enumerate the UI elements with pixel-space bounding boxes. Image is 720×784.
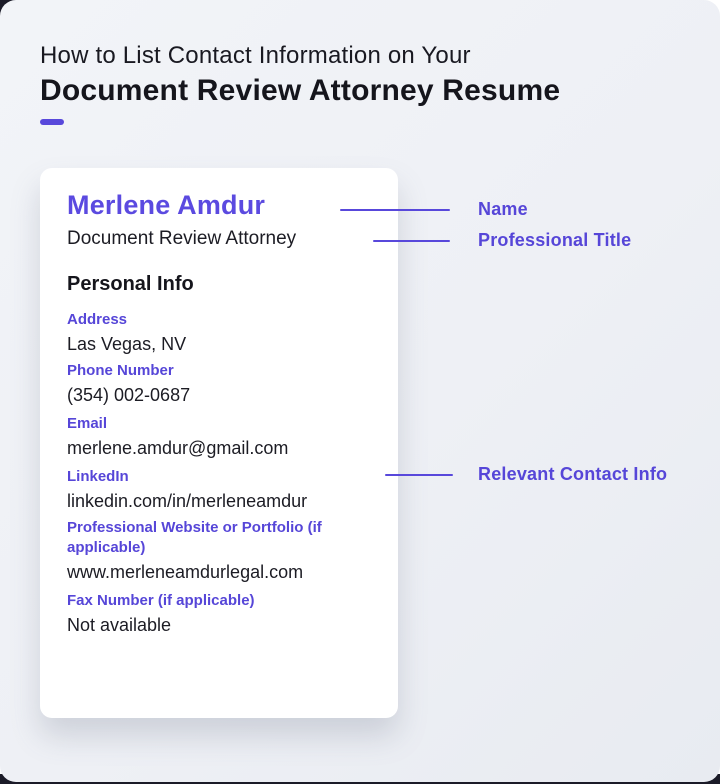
field-label: Professional Website or Portfolio (if applicable) (67, 519, 322, 556)
contact-field-website (67, 518, 373, 584)
field-value: merlene.amdur@gmail.com (67, 438, 289, 458)
contact-field-address (67, 310, 373, 356)
page-title-line1: How to List Contact Information on Your (40, 42, 471, 69)
candidate-name: Merlene Amdur (67, 190, 266, 220)
field-label: Phone Number (67, 362, 174, 379)
annotation-name: Name (478, 199, 528, 219)
annotation-professional-title: Professional Title (478, 230, 632, 250)
resume-card (40, 168, 398, 718)
personal-info-heading: Personal Info (67, 273, 194, 295)
field-value: Not available (67, 615, 172, 635)
contact-field-phone (67, 361, 373, 407)
field-value: linkedin.com/in/merleneamdur (67, 491, 308, 511)
connector-line-name (340, 209, 450, 211)
candidate-professional-title: Document Review Attorney (67, 228, 297, 249)
annotation-relevant-contact-info: Relevant Contact Info (478, 464, 668, 484)
field-label: Fax Number (if applicable) (67, 592, 255, 609)
connector-line-professional-title (373, 240, 450, 242)
contact-field-linkedin (67, 467, 373, 513)
page-title-line2: Document Review Attorney Resume (40, 74, 561, 107)
field-value: www.merleneamdurlegal.com (67, 562, 304, 582)
field-label: LinkedIn (67, 468, 129, 485)
contact-field-email (67, 414, 373, 460)
title-underline-accent (40, 119, 64, 125)
connector-line-contact-info (385, 474, 453, 476)
field-label: Address (67, 311, 128, 328)
field-value: Las Vegas, NV (67, 334, 187, 354)
field-value: (354) 002-0687 (67, 385, 191, 405)
field-label: Email (67, 415, 108, 432)
contact-field-fax (67, 591, 373, 637)
